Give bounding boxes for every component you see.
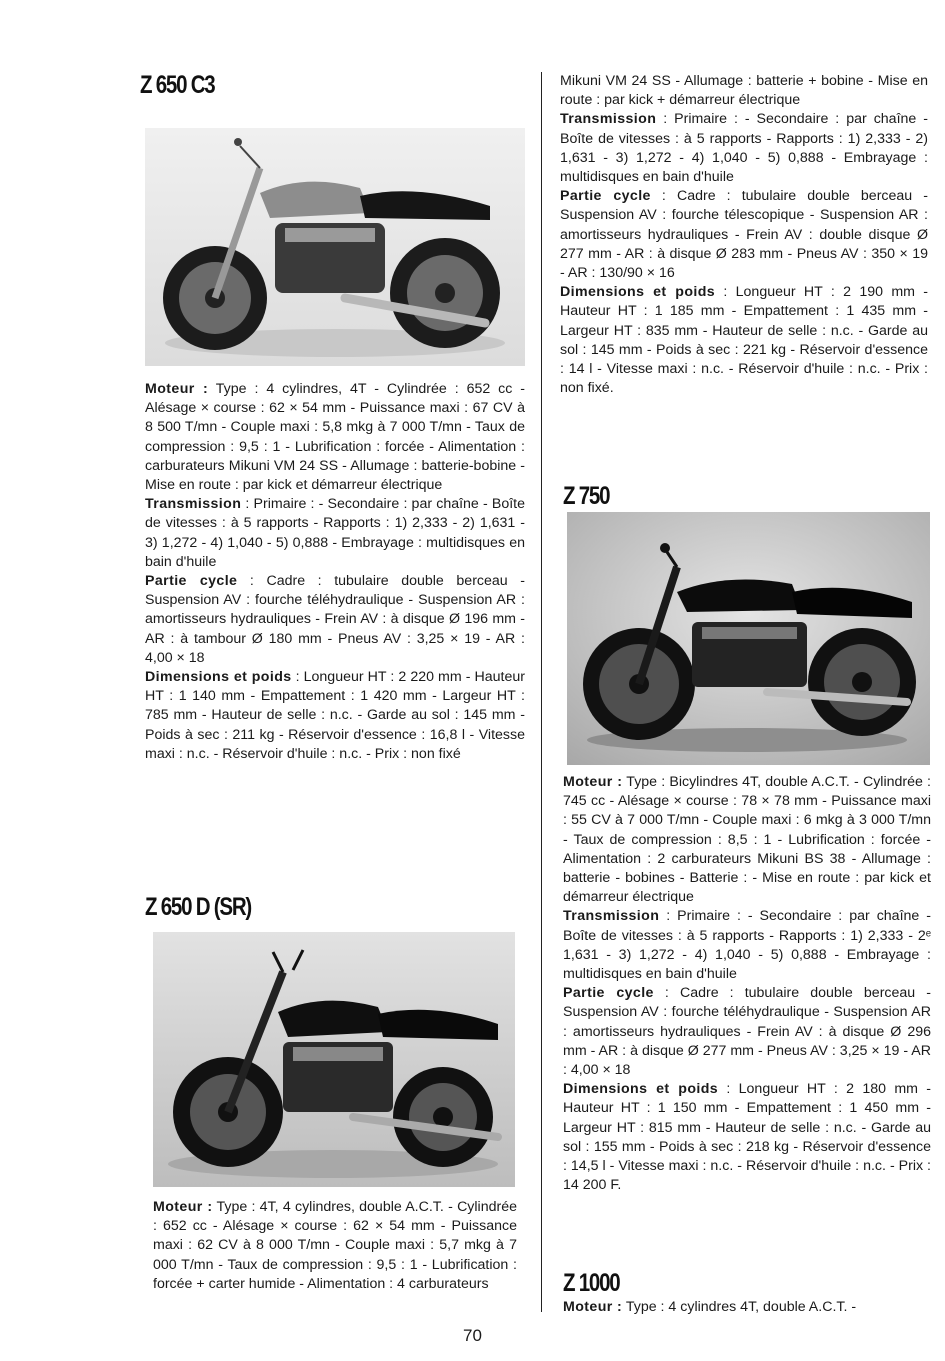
transmission-label: Transmission	[563, 908, 660, 925]
partie-cycle-text: : Cadre : tubulaire double berceau - Suspension AV : fourche téléhydraulique - Suspension AR : amortisseurs hydrauliques - Frein AV : à disque Ø 196 mm - AR : à tambour Ø 180 mm - Pneus AV : 3,25 × 19 - AR : 4,00 × 18	[145, 573, 525, 666]
z750-transmission	[563, 907, 931, 984]
motorcycle-photo-z650c3	[145, 128, 525, 366]
partie-cycle-label: Partie cycle	[145, 573, 238, 590]
dimensions-text: : Longueur HT : 2 190 mm - Hauteur HT : 1 185 mm - Empattement : 1 435 mm - Largeur HT : 835 mm - Hauteur de selle : n.c. - Garde au sol : 145 mm - Poids à sec : 221 kg - Réservoir d'essence : 14 l - Vitesse maxi : n.c. - Réservoir d'huile : n.c. - Prix : non fixé.	[560, 284, 928, 397]
moteur-text: Type : 4 cylindres 4T, double A.C.T. -	[622, 1299, 857, 1315]
partie-cycle-text: : Cadre : tubulaire double berceau - Suspension AV : fourche télescopique - Suspension AR : amortisseurs hydrauliques - Frein AV : double disque Ø 277 mm - AR : à disque Ø 283 mm - Pneus AV : 350 × 19 - AR : 130/90 × 16	[560, 188, 928, 282]
z650c3-partie-cycle	[145, 572, 525, 668]
partie-cycle-label: Partie cycle	[563, 985, 654, 1002]
motorcycle-photo-z750	[567, 512, 930, 765]
partie-cycle-label: Partie cycle	[560, 188, 651, 205]
moteur-text: Type : Bicylindres 4T, double A.C.T. - Cylindrée : 745 cc - Alésage × course : 78 × 78 mm - Puissance maxi : 55 CV à 7 000 T/mn - Couple maxi : 6 mkg à 3 000 T/mn - Taux de compression : 8,5 : 1 - Lubrification : forcée - Alimentation : 2 carburateurs Mikuni BS 38 - Allumage : batterie - bobines - Batterie : - Mise en route : par kick et démarreur électrique	[563, 774, 931, 906]
motorcycle-photo-z650d	[153, 932, 515, 1187]
z650c3-spec-block	[145, 380, 525, 764]
z650d-spec-block	[153, 1198, 517, 1294]
model-title-z750: Z 750	[563, 482, 610, 510]
transmission-label: Transmission	[560, 111, 657, 128]
moteur-label: Moteur :	[563, 1299, 623, 1315]
page-number: 70	[463, 1326, 482, 1345]
model-title-z1000: Z 1000	[563, 1269, 620, 1297]
z750-moteur	[563, 773, 931, 907]
partie-cycle-text: : Cadre : tubulaire double berceau - Suspension AV : fourche téléhydraulique - Suspension AR : amortisseurs hydrauliques - Frein AV : à disque Ø 296 mm - AR : à disque Ø 277 mm - Pneus AV : 3,25 × 19 - AR : 4,00 × 18	[563, 985, 931, 1079]
z650d-moteur	[153, 1198, 517, 1294]
z750-partie-cycle	[563, 984, 931, 1080]
z750-title-block	[563, 481, 933, 511]
transmission-label: Transmission	[145, 496, 242, 513]
z750-dimensions	[563, 1080, 931, 1195]
dimensions-label: Dimensions et poids	[145, 669, 292, 686]
z650d-continued-text: Mikuni VM 24 SS - Allumage : batterie + bobine - Mise en route : par kick + démarreur électrique	[560, 73, 928, 109]
model-title-z650c3: Z 650 C3	[140, 71, 215, 99]
dimensions-label: Dimensions et poids	[560, 284, 716, 301]
moteur-label: Moteur :	[145, 381, 209, 397]
dimensions-text: : Longueur HT : 2 180 mm - Hauteur HT : 1 150 mm - Empattement : 1 450 mm - Largeur HT : 815 mm - Hauteur de selle : n.c. - Garde au sol : 155 mm - Poids à sec : 218 kg - Réservoir d'essence : 14,5 l - Vitesse maxi : n.c. - Réservoir d'huile : n.c. - Prix : 14 200 F.	[563, 1081, 931, 1194]
dimensions-text: : Longueur HT : 2 220 mm - Hauteur HT : 1 140 mm - Empattement : 1 420 mm - Largeur HT : 785 mm - Hauteur de selle : n.c. - Garde au sol : 145 mm - Poids à sec : 211 kg - Réservoir d'essence : 16,8 l - Vitesse maxi : n.c. - Réservoir d'huile : n.c. - Prix : non fixé	[145, 669, 525, 762]
moteur-label: Moteur :	[563, 774, 623, 790]
transmission-text: : Primaire : - Secondaire : par chaîne - Boîte de vitesses : à 5 rapports - Rapports : 1) 2,333 - 2ᵉ 1,631 - 3) 1,272 - 4) 1,040 - 5) 0,888 - Embrayage : multidisques en bain d'huile	[563, 908, 931, 983]
z650d-continued-block	[560, 72, 928, 398]
z650d-partie-cycle	[560, 187, 928, 283]
model-title-z650d: Z 650 D (SR)	[145, 893, 251, 921]
transmission-text: : Primaire : - Secondaire : par chaîne - Boîte de vitesses : à 5 rapports - Rapports : 1) 2,333 - 2) 1,631 - 3) 1,272 - 4) 1,040 - 5) 0,888 - Embrayage : multidisques en bain d'huile	[560, 111, 928, 186]
z1000-moteur	[563, 1298, 933, 1317]
left-column	[140, 70, 525, 100]
dimensions-label: Dimensions et poids	[563, 1081, 719, 1098]
z650c3-dimensions	[145, 668, 525, 764]
z650d-title-block	[145, 892, 525, 922]
transmission-text: : Primaire : - Secondaire : par chaîne - Boîte de vitesses : à 5 rapports - Rapports : 1) 2,333 - 2) 1,631 - 3) 1,272 - 4) 1,040 - 5) 0,888 - Embrayage : multidisques en bain d'huile	[145, 496, 525, 570]
column-divider	[541, 72, 542, 1312]
z750-spec-block	[563, 773, 931, 1195]
moteur-text: Type : 4T, 4 cylindres, double A.C.T. - Cylindrée : 652 cc - Alésage × course : 62 × 54 mm - Puissance maxi : 62 CV à 8 000 T/mn - Couple maxi : 5,7 mkg à 7 000 T/mn - Taux de compression : 9,5 : 1 - Lubrification : forcée + carter humide - Alimentation : 4 carburateurs	[153, 1199, 517, 1292]
z650c3-transmission	[145, 495, 525, 572]
z650c3-moteur	[145, 380, 525, 495]
moteur-label: Moteur :	[153, 1199, 213, 1215]
z650d-transmission	[560, 110, 928, 187]
moteur-text: Type : 4 cylindres, 4T - Cylindrée : 652 cc - Alésage × course : 62 × 54 mm - Puissance maxi : 67 CV à 8 500 T/mn - Couple maxi : 5,8 mkg à 7 000 T/mn - Taux de compression : 9,5 : 1 - Lubrification : forcée - Alimentation : carburateurs Mikuni VM 24 SS - Allumage : batterie-bobine - Mise en route : par kick et démarreur électrique	[145, 381, 525, 494]
z1000-block	[563, 1268, 933, 1317]
z650d-dimensions	[560, 283, 928, 398]
